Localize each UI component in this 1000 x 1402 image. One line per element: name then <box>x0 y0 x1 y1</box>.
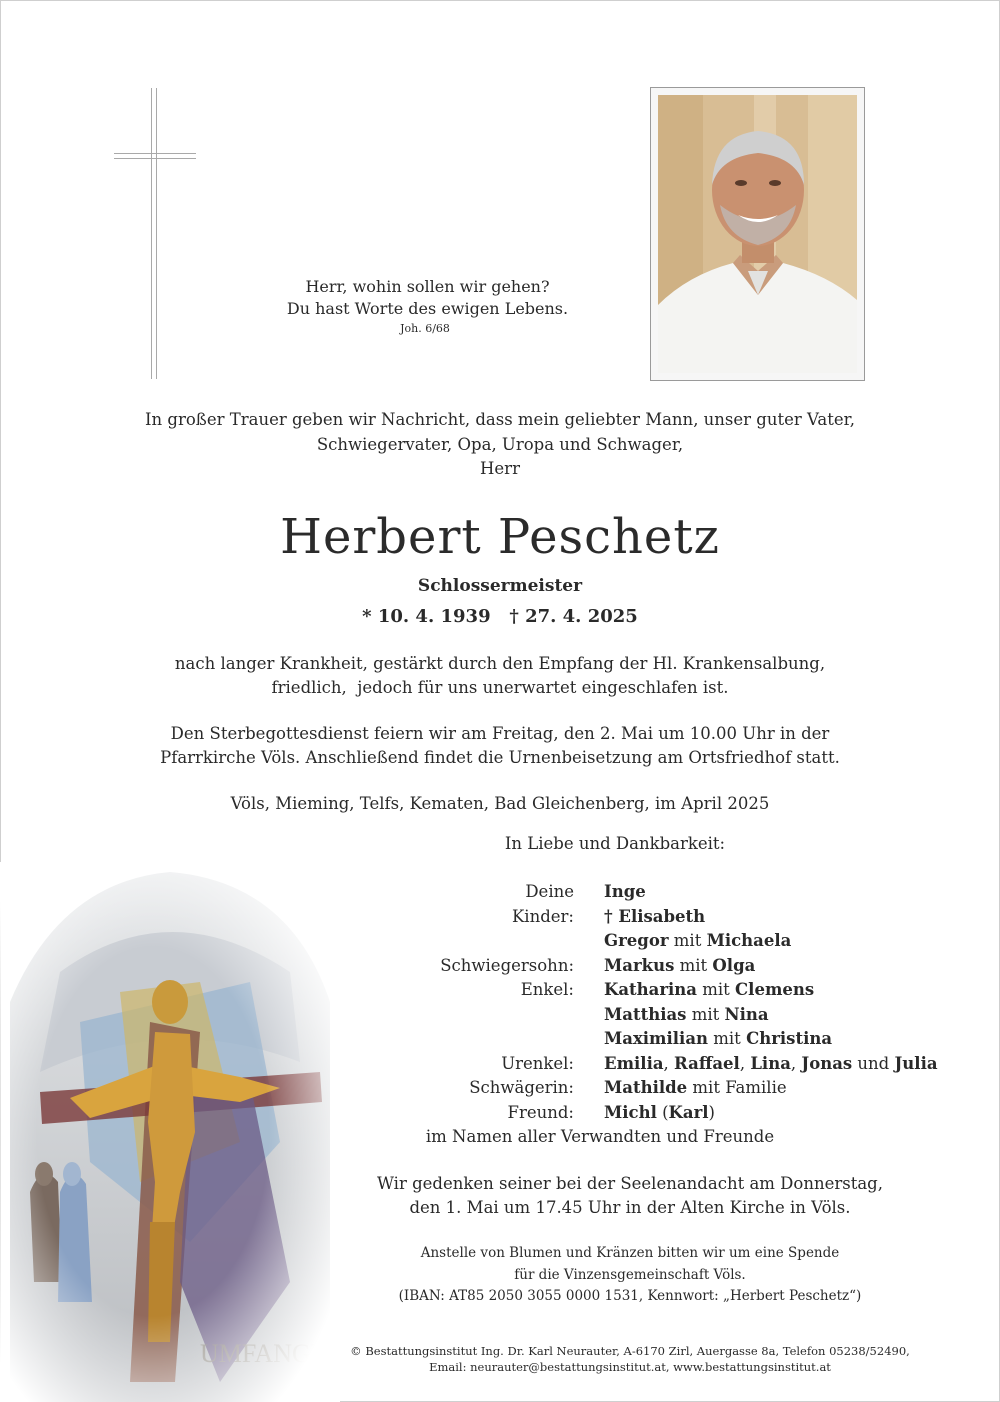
place-date: Völs, Mieming, Telfs, Kematen, Bad Gleichenberg, im April 2025 <box>230 794 770 813</box>
mourner-name: Michl <box>604 1102 657 1122</box>
mourner-relation-label: Enkel: <box>520 980 574 999</box>
mourner-name: † Elisabeth <box>604 906 706 926</box>
service-line-1: Den Sterbegottesdienst feiern wir am Freitag, den 2. Mai um 10.00 Uhr in der <box>170 724 830 743</box>
mourner-connector: ) <box>708 1102 715 1122</box>
mourner-row <box>380 929 960 954</box>
mourner-name: Jonas <box>801 1053 853 1073</box>
mourner-names <box>604 978 814 1003</box>
deceased-profession: Schlossermeister <box>417 576 583 596</box>
mourner-name: Katharina <box>604 980 697 999</box>
footer-line-2: Email: neurauter@bestattungsinstitut.at, www.bestattungsinstitut.at <box>429 1360 831 1374</box>
donation-request <box>330 1243 930 1308</box>
donation-line-2: für die Vinzensgemeinschaft Völs. <box>514 1266 746 1283</box>
service-line-2: Pfarrkirche Völs. Anschließend findet die Urnenbeisetzung am Ortsfriedhof statt. <box>160 748 840 767</box>
notice-line-2: friedlich, jedoch für uns unerwartet eingeschlafen ist. <box>271 678 729 697</box>
mourner-relation-label <box>380 1003 604 1028</box>
mourner-name: Olga <box>712 955 756 975</box>
mourner-name: Matthias <box>604 1004 687 1024</box>
mourner-names <box>604 1052 938 1077</box>
mourner-relation-label <box>380 1027 604 1052</box>
mourner-names <box>604 1003 769 1028</box>
mourner-connector: mit <box>668 931 707 950</box>
mourner-row <box>380 1101 960 1126</box>
death-notice <box>0 652 1000 700</box>
mourner-name: Mathilde <box>604 1078 688 1097</box>
portrait-frame <box>650 87 865 381</box>
notice-line-1: nach langer Krankheit, gestärkt durch den Empfang der Hl. Krankensalbung, <box>174 654 826 673</box>
mourner-names <box>604 954 755 979</box>
memorial-line-1: Wir gedenken seiner bei der Seelenandacht am Donnerstag, <box>377 1174 883 1193</box>
intro-line-3: Herr <box>480 459 520 478</box>
mourner-relation-label <box>380 929 604 954</box>
mourner-connector: mit <box>674 955 713 975</box>
bible-quote <box>240 276 615 320</box>
donation-line-1: Anstelle von Blumen und Kränzen bitten wir um eine Spende <box>420 1245 840 1261</box>
mourner-relation-label: Schwiegersohn: <box>440 955 574 975</box>
intro-text <box>0 408 1000 482</box>
quote-line-1: Herr, wohin sollen wir gehen? <box>305 277 550 296</box>
mourner-name: Lina <box>750 1053 791 1073</box>
mourner-names <box>604 905 705 930</box>
mourner-row <box>380 1027 960 1052</box>
crucifixion-mosaic-image <box>0 862 340 1402</box>
closing-line: In Liebe und Dankbarkeit: <box>504 834 726 853</box>
funeral-home-footer <box>330 1343 930 1375</box>
mourners-footer: im Namen aller Verwandten und Freunde <box>425 1127 775 1146</box>
portrait-photo <box>658 95 857 373</box>
mourners-list <box>380 880 960 1125</box>
mourner-relation-label: Kinder: <box>511 906 574 926</box>
mourner-row <box>380 978 960 1003</box>
memorial-service <box>330 1172 930 1220</box>
mourner-row <box>380 905 960 930</box>
mourner-name: Raffael <box>674 1053 740 1073</box>
mourner-relation-label: Urenkel: <box>501 1053 574 1073</box>
mourner-names <box>604 1101 715 1126</box>
mourner-names <box>604 1076 787 1101</box>
mourner-row <box>380 1052 960 1077</box>
intro-line-2: Schwiegervater, Opa, Uropa und Schwager, <box>316 434 684 454</box>
life-dates: * 10. 4. 1939 † 27. 4. 2025 <box>362 606 638 627</box>
footer-line-1: © Bestattungsinstitut Ing. Dr. Karl Neurauter, A-6170 Zirl, Auergasse 8a, Telefon 05238/52490, <box>350 1344 910 1358</box>
mourner-name: Maximilian <box>604 1029 709 1048</box>
mourner-name: Julia <box>894 1053 938 1073</box>
mourner-connector: mit <box>708 1029 747 1048</box>
memorial-line-2: den 1. Mai um 17.45 Uhr in der Alten Kirche in Völs. <box>409 1198 851 1217</box>
mourner-name: Gregor <box>604 931 669 950</box>
mourner-name: Clemens <box>735 980 815 999</box>
mourner-name: Markus <box>604 955 675 975</box>
deceased-name: Herbert Peschetz <box>280 509 720 565</box>
mourner-relation-label: Schwägerin: <box>469 1078 574 1097</box>
mourner-connector: mit <box>686 1004 725 1024</box>
mourner-connector: ( <box>656 1102 669 1122</box>
mourner-row <box>380 954 960 979</box>
mourner-name: Karl <box>668 1102 709 1122</box>
mourner-name: Inge <box>604 882 646 901</box>
intro-line-1: In großer Trauer geben wir Nachricht, dass mein geliebter Mann, unser guter Vater, <box>145 410 855 429</box>
mourner-connector: mit <box>697 980 736 999</box>
mourner-row <box>380 1003 960 1028</box>
mourner-relation-label: Freund: <box>507 1102 574 1122</box>
mourner-row <box>380 1076 960 1101</box>
mourner-connector: , <box>663 1053 675 1073</box>
mourner-connector: und <box>852 1053 895 1073</box>
quote-line-2: Du hast Worte des ewigen Lebens. <box>286 299 569 318</box>
donation-line-3: (IBAN: AT85 2050 3055 0000 1531, Kennwort: „Herbert Peschetz“) <box>398 1288 862 1304</box>
mourner-names <box>604 929 791 954</box>
mourner-relation-label: Deine <box>525 882 574 901</box>
quote-reference: Joh. 6/68 <box>400 322 450 335</box>
mourner-name: Nina <box>724 1004 769 1024</box>
mourner-connector: , <box>790 1053 802 1073</box>
mourner-name: Michaela <box>706 931 792 950</box>
mourner-name: Emilia <box>604 1053 664 1073</box>
mourner-names <box>604 1027 832 1052</box>
mourner-names <box>604 880 646 905</box>
mourner-connector: , <box>739 1053 751 1073</box>
mourner-row <box>380 880 960 905</box>
mourner-connector: mit Familie <box>687 1078 787 1097</box>
service-info <box>0 722 1000 770</box>
mourner-name: Christina <box>746 1029 833 1048</box>
